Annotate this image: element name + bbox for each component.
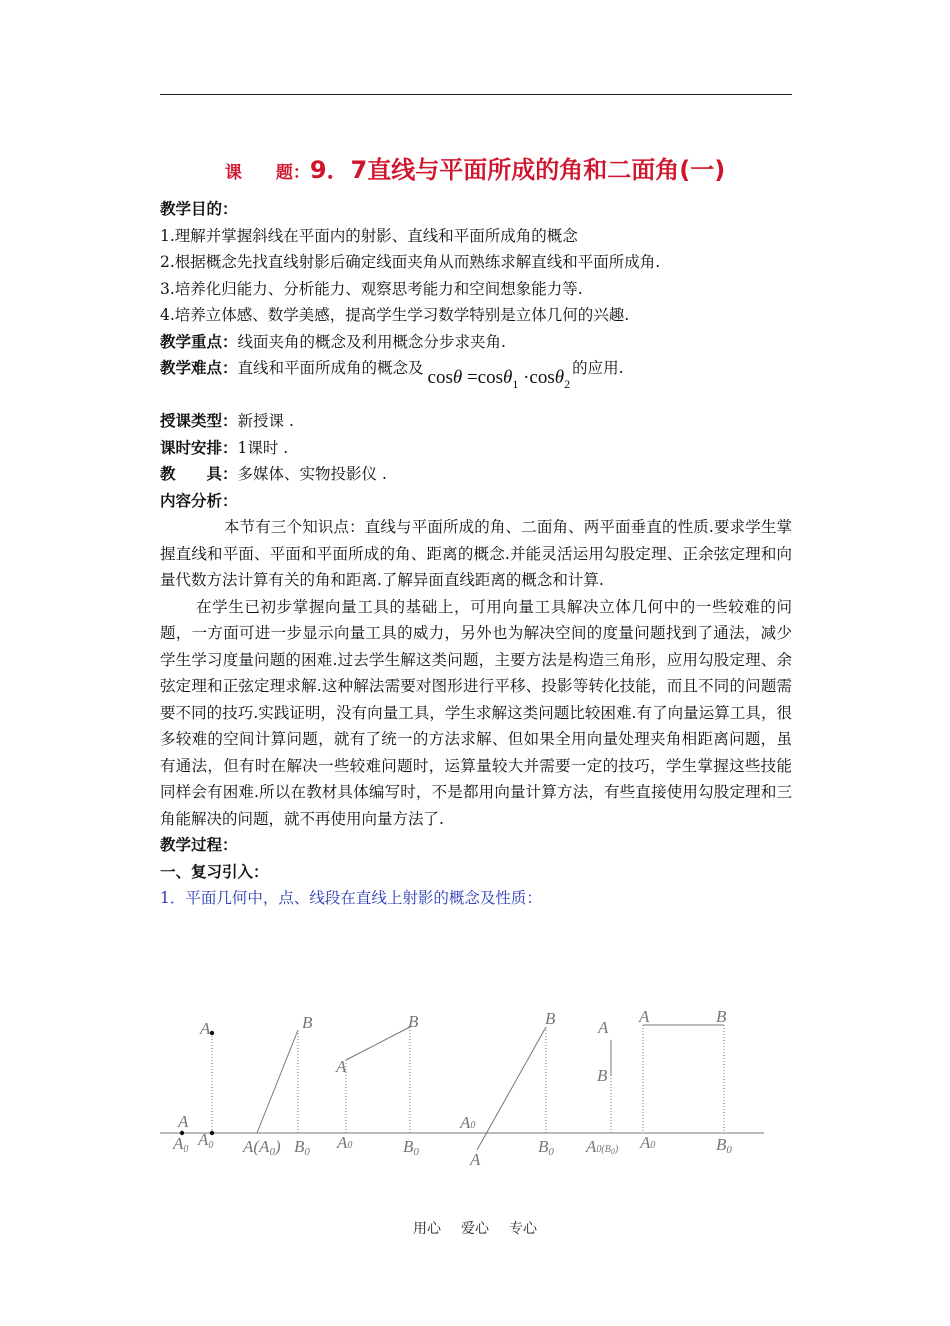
analysis-paragraph-1: 本节有三个知识点：直线与平面所成的角、二面角、两平面垂直的性质.要求学生掌握直线和平面、平面和平面所成的角、距离的概念.并能灵活运用勾股定理、正余弦定理和向量代数方法计算有关的角和距离.了解异面直线距离的概念和计算.	[160, 518, 792, 589]
label-AA0: A(A0)	[243, 1137, 281, 1158]
schedule-row	[160, 435, 792, 462]
label-A0: A0	[460, 1113, 476, 1132]
analysis-paragraphs	[160, 514, 792, 832]
page-title	[0, 150, 950, 185]
label-A0: A0	[173, 1134, 189, 1155]
objectives-heading: 教学目的：	[160, 200, 238, 218]
label-B: B	[408, 1012, 419, 1031]
key-point-row	[160, 329, 792, 356]
review-item-1: 1．平面几何中，点、线段在直线上射影的概念及性质：	[160, 889, 542, 907]
tools-row	[160, 461, 792, 488]
point-dot	[210, 1131, 214, 1135]
process-heading: 教学过程：	[160, 836, 238, 854]
footer-text: 专心	[509, 1221, 537, 1237]
tools-text: 多媒体、实物投影仪 .	[237, 465, 387, 483]
label-B: B	[597, 1066, 608, 1085]
footer-text: 用心	[413, 1221, 441, 1237]
label-A: A	[336, 1057, 347, 1076]
label-B0: B0	[403, 1137, 419, 1158]
objective-item: 4.培养立体感、数学美感，提高学生学习数学特别是立体几何的兴趣.	[160, 306, 630, 324]
title-label-a: 课	[224, 163, 242, 183]
label-B0: B0	[538, 1137, 554, 1158]
label-B0: B0	[294, 1137, 310, 1158]
label-A: A	[470, 1150, 481, 1169]
lesson-type-row	[160, 408, 792, 435]
label-A: A	[200, 1019, 211, 1038]
label-A: A	[178, 1112, 189, 1131]
label-A0: A0	[198, 1130, 214, 1151]
difficulty-text: 直线和平面所成角的概念及	[237, 359, 424, 377]
section-heading: 一、复习引入：	[160, 862, 269, 881]
segment	[257, 1030, 298, 1133]
objective-item: 1.理解并掌握斜线在平面内的射影、直线和平面所成角的概念	[160, 226, 578, 245]
label-B: B	[716, 1007, 727, 1026]
title-text: 9．7直线与平面所成的角和二面角(一)	[309, 156, 726, 184]
label-A: A	[639, 1007, 650, 1026]
header-rule	[160, 94, 792, 95]
difficulty-label: 教学难点：	[160, 359, 238, 377]
key-point-label: 教学重点：	[160, 332, 238, 351]
label-A: A	[598, 1018, 609, 1037]
title-label	[225, 163, 310, 183]
tools-label: 教 具：	[160, 465, 238, 483]
schedule-text: 1课时 .	[237, 438, 289, 457]
label-A0: A0	[640, 1133, 656, 1152]
analysis-paragraph-2: 在学生已初步掌握向量工具的基础上，可用向量工具解决立体几何中的一些较难的问题，一方面可进一步显示向量工具的威力，另外也为解决空间的度量问题找到了通法，减少学生学习度量问题的困难.过去学生解这类问题，主要方法是构造三角形，应用勾股定理、余弦定理和正弦定理求解.这种解法需要对图形进行平移、投影等转化技能，而且不同的问题需要不同的技巧.实践证明，没有向量工具，学生求解这类问题比较困难.有了向量运算工具，很多较难的空间计算问题，就有了统一的方法求解、但如果全用向量处理夹角相距离问题，虽有通法，但有时在解决一些较难问题时，运算量较大并需要一定的技巧，学生掌握这些技能同样会有困难.所以在教材具体编写时，不是都用向量计算方法，有些直接使用勾股定理和三角能解决的问题，就不再使用向量方法了.	[160, 597, 792, 828]
key-point-text: 线面夹角的概念及利用概念分步求夹角.	[237, 332, 506, 351]
difficulty-row	[160, 355, 792, 391]
page-footer	[0, 1218, 950, 1238]
point-dot	[210, 1031, 214, 1035]
label-B: B	[545, 1009, 556, 1028]
lesson-type-label: 授课类型：	[160, 412, 238, 430]
objective-item: 2.根据概念先找直线射影后确定线面夹角从而熟练求解直线和平面所成角.	[160, 253, 661, 271]
document-body	[160, 196, 792, 912]
segment	[477, 1027, 546, 1150]
projection-figure	[160, 1000, 792, 1180]
schedule-label: 课时安排：	[160, 438, 238, 457]
label-A0: A0	[337, 1133, 353, 1152]
title-label-b: 题：	[275, 163, 310, 183]
difficulty-text-after: 的应用.	[572, 359, 624, 377]
segment	[346, 1027, 410, 1060]
lesson-type-text: 新授课 .	[237, 412, 294, 430]
label-B0: B0	[716, 1135, 732, 1156]
label-B: B	[302, 1013, 313, 1032]
cos-formula: cosθ =cosθ$_1$ ·cosθ$_2$	[427, 367, 571, 391]
label-A0B0: A0(B0)	[586, 1137, 619, 1156]
analysis-heading: 内容分析：	[160, 491, 238, 510]
objective-item: 3.培养化归能力、分析能力、观察思考能力和空间想象能力等.	[160, 279, 583, 298]
footer-text: 爱心	[461, 1221, 489, 1237]
